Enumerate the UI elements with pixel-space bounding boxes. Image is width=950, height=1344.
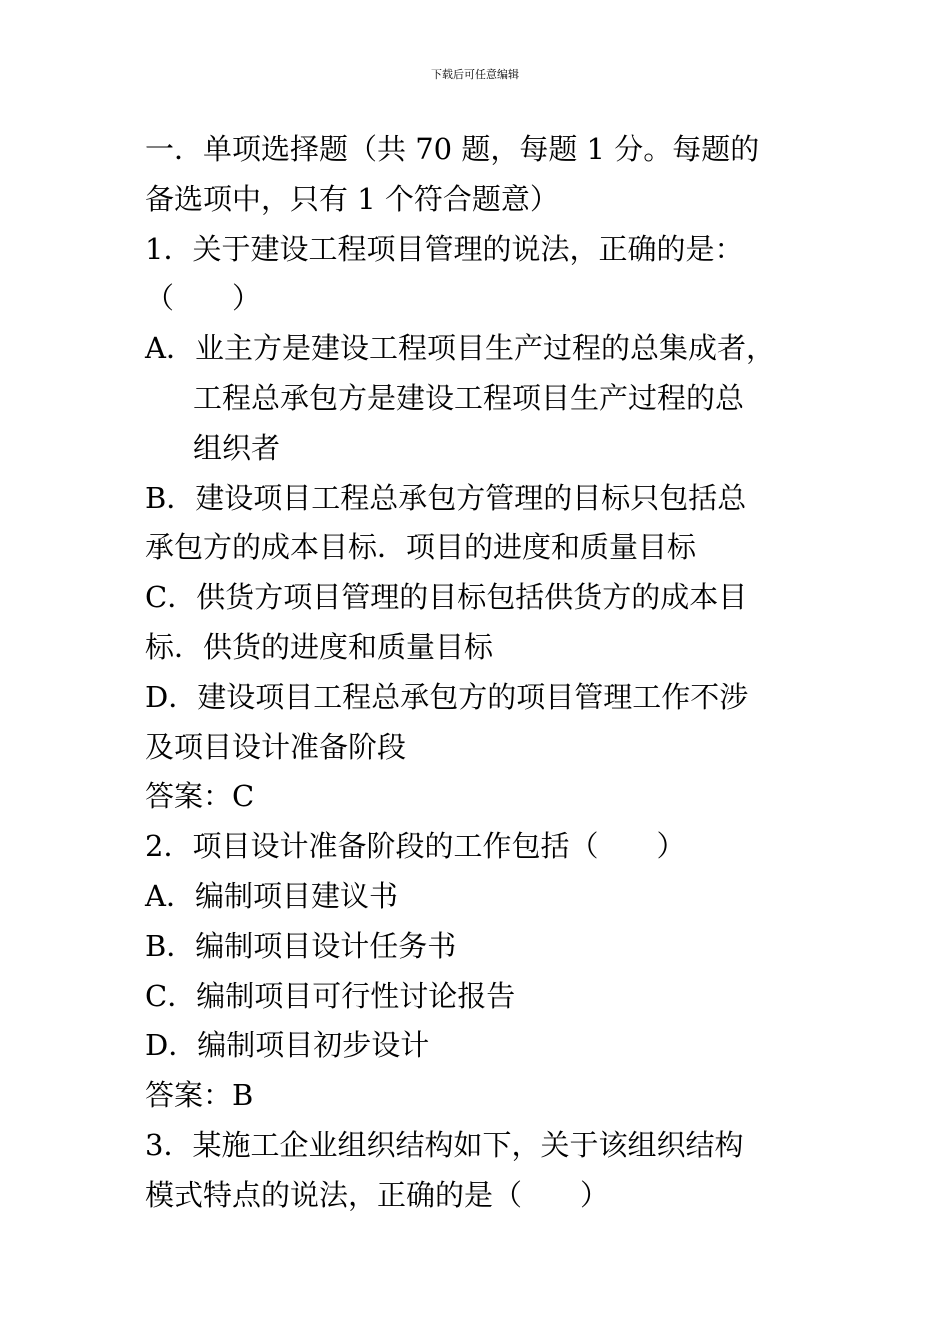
question-2-option-c: C．编制项目可行性讨论报告 [145, 978, 516, 1013]
question-1-option-b-line-1: B．建设项目工程总承包方管理的目标只包括总 [145, 480, 747, 515]
question-1-stem-line-2: （ ） [145, 281, 262, 316]
question-1-answer: 答案：C [145, 779, 255, 814]
question-3-stem-line-2: 模式特点的说法，正确的是（ ） [145, 1177, 610, 1212]
question-2-stem: 2．项目设计准备阶段的工作包括（ ） [145, 829, 686, 864]
question-1-option-a-line-3: 组织者 [193, 430, 281, 465]
question-1-option-d-line-1: D．建设项目工程总承包方的项目管理工作不涉 [145, 679, 749, 714]
question-1-option-a-line-1: A．业主方是建设工程项目生产过程的总集成者， [145, 331, 775, 366]
question-1-option-b-line-2: 承包方的成本目标．项目的进度和质量目标 [145, 530, 697, 565]
question-1-option-d-line-2: 及项目设计准备阶段 [145, 729, 407, 764]
section-heading-line-1: 一．单项选择题（共 70 题，每题 1 分。每题的 [145, 132, 760, 166]
question-2-answer: 答案：B [145, 1078, 254, 1113]
question-1-option-c-line-2: 标．供货的进度和质量目标 [145, 629, 494, 664]
document-body [145, 125, 835, 1221]
question-3-stem-line-1: 3．某施工企业组织结构如下，关于该组织结构 [145, 1127, 744, 1162]
section-heading-line-2: 备选项中，只有 1 个符合题意） [145, 181, 559, 216]
page-header: 下载后可任意编辑 [431, 68, 519, 81]
question-2-option-d: D．编制项目初步设计 [145, 1028, 430, 1063]
question-1-option-a-line-2: 工程总承包方是建设工程项目生产过程的总 [193, 380, 745, 415]
question-2-option-a: A．编制项目建议书 [145, 878, 398, 913]
question-2-option-b: B．编制项目设计任务书 [145, 928, 457, 963]
question-1-stem-line-1: 1．关于建设工程项目管理的说法，正确的是： [145, 231, 744, 266]
question-1-option-c-line-1: C．供货方项目管理的目标包括供货方的成本目 [145, 580, 748, 615]
